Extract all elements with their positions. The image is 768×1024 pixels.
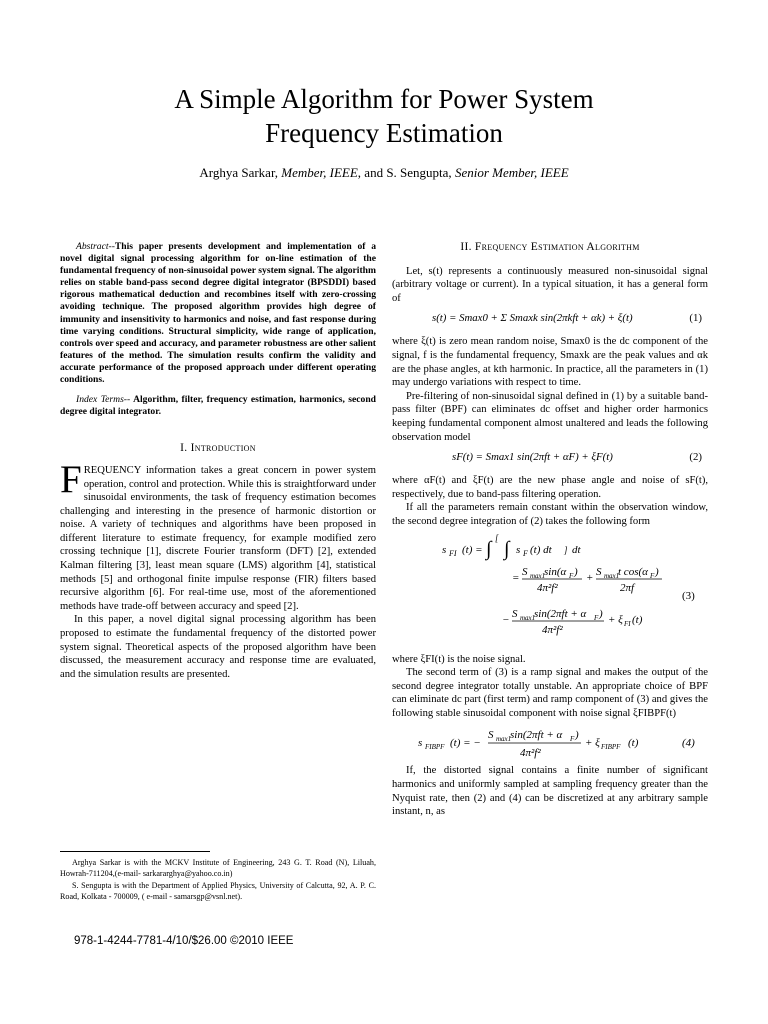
svg-text:): ) bbox=[575, 729, 579, 742]
algorithm-paragraph-1: Let, s(t) represents a continuously measured non-sinusoidal signal (arbitrary voltage or current). In a typical situation, it has a general form of bbox=[392, 265, 708, 304]
svg-text:+ ξ: + ξ bbox=[585, 737, 600, 750]
equation-3-graphic bbox=[392, 529, 708, 653]
svg-text:max1: max1 bbox=[604, 571, 620, 580]
svg-text:[: [ bbox=[495, 532, 499, 543]
footnotes bbox=[60, 857, 376, 903]
right-column bbox=[392, 241, 708, 819]
svg-text:s: s bbox=[418, 737, 423, 750]
svg-text:F: F bbox=[569, 571, 574, 580]
svg-text:4π²f²: 4π²f² bbox=[542, 623, 563, 636]
svg-text:∫: ∫ bbox=[486, 537, 492, 560]
title-line-2: Frequency Estimation bbox=[265, 118, 503, 148]
svg-text:F: F bbox=[594, 613, 599, 622]
intro-paragraph-1-text: REQUENCY information takes a great concern in power system operation, control and protection. While this is straightforward under sinusoidal environments, the task of frequency estimation becomes challenging and interesting in the presence of harmonic distortion or noise. A variety of techniques and algorithms have been proposed in different literature to estimate frequency, for example modified zero crossing technique [1], discrete Fourier transform (DFT) [2], extended Kalman filtering [3], least mean square (LMS) algorithm [4], statistical methods [5] and orthogonal finite impulse response (FIR) filters based recursive algorithm [6]. For real-time use, most of the aforementioned methods have trade-off between accuracy and speed [2]. bbox=[60, 464, 376, 612]
svg-text:max1: max1 bbox=[530, 571, 546, 580]
svg-text:]: ] bbox=[564, 544, 568, 555]
svg-text:FIBPF: FIBPF bbox=[601, 743, 621, 752]
author-2-role: Senior Member, IEEE bbox=[454, 165, 569, 180]
paper-title bbox=[60, 82, 708, 150]
svg-text:S: S bbox=[522, 565, 528, 578]
abstract-text: This paper presents development and implementation of a novel digital signal processing algorithm for on-line estimation of the fundamental frequency of non-sinusoidal power system signal. The algorithm relies on stable band-pass second degree digital integrator (BPSDDI) based rigorous mathematical deduction and recombines itself with zero-crossing avoiding technique. The proposed algorithm provides high degree of immunity and insensitivity to harmonics and noise, and fast response during time varying conditions. Structural simplicity, wide range of application, controls over speed and accuracy, and parameter robustness are other salient features of the method. The simulation results confirm the validity and accurate performance of the proposed approach under different operating conditions. bbox=[60, 241, 376, 386]
svg-text:F: F bbox=[650, 571, 655, 580]
svg-text:−: − bbox=[502, 613, 510, 626]
svg-text:+: + bbox=[586, 571, 594, 584]
algorithm-paragraph-3: Pre-filtering of non-sinusoidal signal defined in (1) by a suitable band-pass filter (BPF) can eliminates dc offset and higher order harmonics keeping fundamental component almost unaltered and leads the following observation model bbox=[392, 390, 708, 443]
svg-text:s: s bbox=[516, 543, 521, 556]
copyright-notice: 978-1-4244-7781-4/10/$26.00 ©2010 IEEE bbox=[74, 935, 294, 947]
equation-4 bbox=[392, 720, 708, 764]
author-1-role: Member, IEEE bbox=[281, 165, 358, 180]
equation-1-expression: s(t) = Smax0 + Σ Smaxk sin(2πkft + αk) + ξ(t) bbox=[432, 312, 633, 325]
equation-1 bbox=[392, 309, 708, 331]
abstract bbox=[60, 241, 376, 386]
equation-4-number: (4) bbox=[682, 737, 695, 750]
index-terms-label: Index Terms-- bbox=[76, 394, 131, 406]
svg-text:(t) =: (t) = bbox=[462, 543, 483, 556]
author-line bbox=[60, 165, 708, 181]
equation-1-number: (1) bbox=[689, 312, 702, 325]
svg-text:): ) bbox=[655, 565, 659, 578]
svg-text:S: S bbox=[512, 607, 518, 620]
section-heading-introduction: I. Introduction bbox=[180, 442, 256, 455]
left-column bbox=[60, 241, 376, 681]
svg-text:(t): (t) bbox=[632, 613, 643, 626]
svg-text:sin(2πft + α: sin(2πft + α bbox=[534, 607, 587, 620]
equation-2-number: (2) bbox=[689, 451, 702, 464]
svg-text:+ ξ: + ξ bbox=[608, 613, 623, 626]
footnote-rule bbox=[60, 851, 210, 852]
svg-text:FI: FI bbox=[449, 548, 457, 558]
algorithm-paragraph-5: If all the parameters remain constant within the observation window, the second degree integration of (2) takes the following form bbox=[392, 502, 708, 527]
equation-2-expression: sF(t) = Smax1 sin(2πft + αF) + ξF(t) bbox=[452, 451, 613, 464]
svg-text:S: S bbox=[596, 565, 602, 578]
svg-text:F: F bbox=[523, 548, 528, 558]
svg-text:2πf: 2πf bbox=[620, 581, 635, 594]
title-line-1: A Simple Algorithm for Power System bbox=[174, 84, 594, 114]
svg-text:s: s bbox=[442, 543, 447, 556]
algorithm-paragraph-8: If, the distorted signal contains a finite number of significant harmonics and uniformly sampled at sampling frequency greater than the Nyquist rate, then (2) and (4) can be discretized at any arbitrary sample instant, n, as bbox=[392, 765, 708, 818]
svg-text:): ) bbox=[574, 565, 578, 578]
equation-4-graphic bbox=[392, 720, 708, 764]
svg-text:=: = bbox=[512, 571, 520, 584]
algorithm-paragraph-2: where ξ(t) is zero mean random noise, Smax0 is the dc component of the signal, f is the fundamental frequency, Smaxk are the peak values and αk are the phase angles, at kth harmonic. In practice, all the parameters in (1) may undergo variations with respect to time. bbox=[392, 336, 708, 389]
svg-text:(t): (t) bbox=[628, 737, 639, 750]
section-heading-frequency-estimation: II. Frequency Estimation Algorithm bbox=[460, 241, 640, 253]
equation-2 bbox=[392, 448, 708, 470]
svg-text:4π²f²: 4π²f² bbox=[537, 581, 558, 594]
footnote-author-2: S. Sengupta is with the Department of Applied Physics, University of Calcutta, 92, A. P. C. Road, Kolkata - 700009, ( e-mail - samarsgp@vsnl.net). bbox=[60, 880, 376, 902]
algorithm-paragraph-4: where αF(t) and ξF(t) are the new phase angle and noise of sF(t), respectively, due to band-pass filtering operation. bbox=[392, 475, 708, 500]
author-separator: , and S. Sengupta, bbox=[357, 165, 455, 180]
footnote-author-1: Arghya Sarkar is with the MCKV Institute of Engineering, 243 G. T. Road (N), Liluah, Howrah-711204,(e-mail- sarkararghya@yahoo.co.in) bbox=[60, 858, 376, 879]
svg-text:FI: FI bbox=[624, 619, 631, 628]
svg-text:∫: ∫ bbox=[504, 537, 510, 560]
intro-paragraph-2: In this paper, a novel digital signal processing algorithm has been proposed to estimate the fundamental frequency of the distorted power system signal. Theoretical aspects of the proposed algorithm have been discussed, the measurement accuracy and response time are evaluated, and the simulation results are presented. bbox=[60, 614, 376, 680]
abstract-label: Abstract-- bbox=[76, 241, 115, 252]
svg-text:sin(2πft + α: sin(2πft + α bbox=[510, 729, 563, 742]
svg-text:(t) = −: (t) = − bbox=[450, 737, 481, 750]
svg-text:): ) bbox=[599, 607, 603, 620]
algorithm-paragraph-7: The second term of (3) is a ramp signal and makes the output of the second degree integrator totally unstable. An appropriate choice of BPF can eliminate dc part (first term) and ramp component of (3) and gives the following stable sinusoidal component with noise signal ξFIBPF(t) bbox=[392, 667, 708, 719]
equation-3-number: (3) bbox=[682, 589, 695, 602]
drop-cap: F bbox=[60, 457, 82, 501]
svg-text:t cos(α: t cos(α bbox=[618, 565, 648, 578]
svg-text:S: S bbox=[488, 729, 494, 742]
svg-text:FIBPF: FIBPF bbox=[425, 743, 445, 752]
equation-3 bbox=[392, 529, 708, 653]
svg-text:F: F bbox=[570, 735, 575, 744]
algorithm-paragraph-6: where ξFI(t) is the noise signal. bbox=[392, 653, 526, 665]
author-1: Arghya Sarkar, bbox=[199, 165, 282, 180]
svg-text:max1: max1 bbox=[496, 735, 512, 744]
svg-text:dt: dt bbox=[572, 543, 581, 556]
intro-paragraph-1 bbox=[60, 457, 376, 614]
svg-text:(t) dt: (t) dt bbox=[530, 543, 552, 556]
svg-text:max1: max1 bbox=[520, 613, 536, 622]
index-terms-text: Algorithm, filter, frequency estimation, harmonics, second degree digital integrator. bbox=[60, 394, 377, 418]
svg-text:4π²f²: 4π²f² bbox=[520, 747, 541, 760]
index-terms bbox=[60, 394, 376, 418]
svg-text:sin(α: sin(α bbox=[544, 565, 567, 578]
